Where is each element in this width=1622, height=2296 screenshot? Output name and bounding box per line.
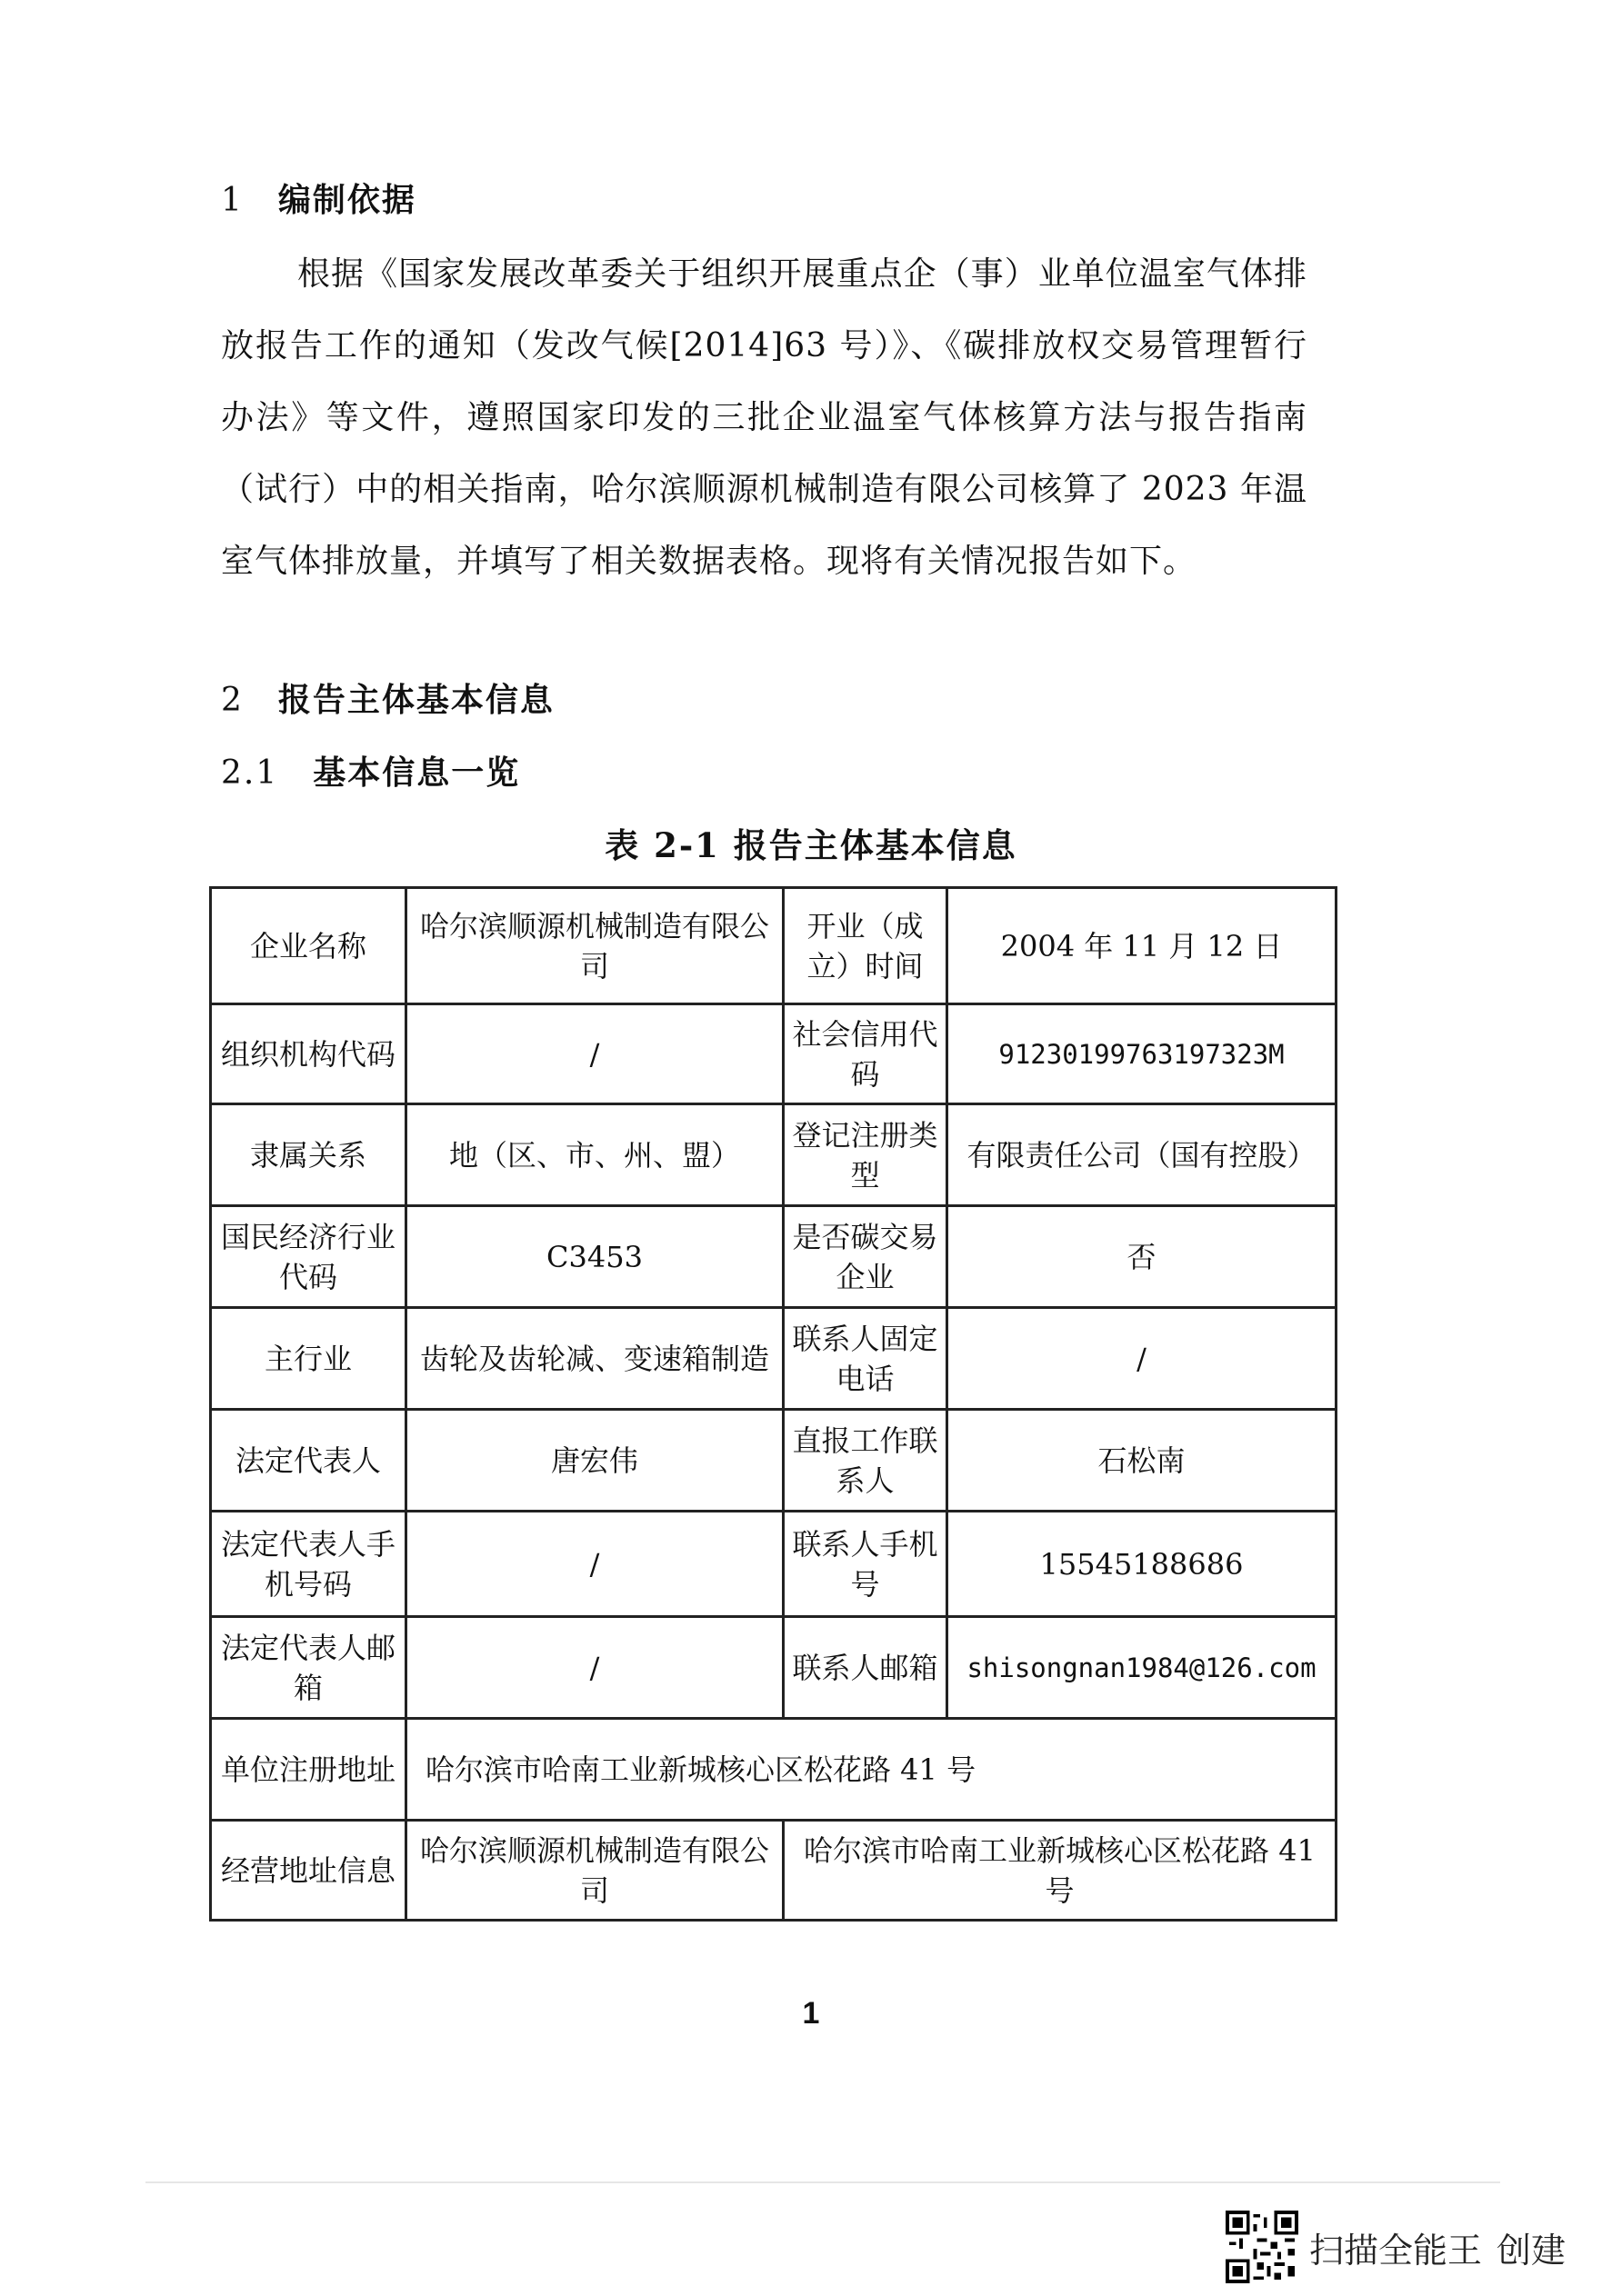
- section-2-1-heading: [221, 747, 520, 794]
- row-value: /: [406, 1512, 784, 1617]
- row-label: 国民经济行业代码: [211, 1206, 406, 1308]
- row-label: 开业（成立）时间: [784, 888, 947, 1004]
- table-row: [211, 1004, 1337, 1104]
- watermark-app-name: 扫描全能王: [1309, 2230, 1483, 2271]
- table-row: [211, 1617, 1337, 1719]
- qr-code-icon: [1226, 2211, 1298, 2283]
- registered-address: 哈尔滨市哈南工业新城核心区松花路 41 号: [406, 1719, 1337, 1821]
- row-value: 有限责任公司（国有控股）: [947, 1104, 1337, 1206]
- row-label: 登记注册类型: [784, 1104, 947, 1206]
- row-value: /: [406, 1004, 784, 1104]
- section-2-heading: [221, 674, 555, 721]
- row-label: 联系人固定电话: [784, 1308, 947, 1410]
- row-value: shisongnan1984@126.com: [947, 1617, 1337, 1719]
- row-value: /: [406, 1617, 784, 1719]
- table-caption: 表 2-1 报告主体基本信息: [605, 825, 1017, 865]
- row-label: 主行业: [211, 1308, 406, 1410]
- row-label: 企业名称: [211, 888, 406, 1004]
- table-row: [211, 1206, 1337, 1308]
- row-label: 是否碳交易企业: [784, 1206, 947, 1308]
- row-value: 2004 年 11 月 12 日: [947, 888, 1337, 1004]
- scanner-watermark: [1226, 2209, 1566, 2285]
- row-label: 社会信用代码: [784, 1004, 947, 1104]
- table-row: [211, 1719, 1337, 1821]
- row-label: 组织机构代码: [211, 1004, 406, 1104]
- row-value: 唐宏伟: [406, 1410, 784, 1512]
- row-value: 哈尔滨顺源机械制造有限公司: [406, 1821, 784, 1921]
- row-value: /: [947, 1308, 1337, 1410]
- row-value: 否: [947, 1206, 1337, 1308]
- section-number: 2.1: [221, 754, 279, 792]
- row-label: 联系人手机号: [784, 1512, 947, 1617]
- row-label: 联系人邮箱: [784, 1617, 947, 1719]
- table-row: [211, 1410, 1337, 1512]
- footer-divider: [145, 2181, 1500, 2183]
- row-value: 地（区、市、州、盟）: [406, 1104, 784, 1206]
- section-title: 基本信息一览: [313, 754, 521, 792]
- row-label: 单位注册地址: [211, 1719, 406, 1821]
- section-number: 2: [221, 682, 244, 719]
- basic-info-table: [209, 886, 1337, 1922]
- table-row: [211, 1512, 1337, 1617]
- row-value: 石松南: [947, 1410, 1337, 1512]
- row-label: 直报工作联系人: [784, 1410, 947, 1512]
- page-number: 1: [802, 1996, 820, 2031]
- section-title: 报告主体基本信息: [277, 681, 555, 719]
- row-value: 15545188686: [947, 1512, 1337, 1617]
- table-row: [211, 1104, 1337, 1206]
- business-address: 哈尔滨市哈南工业新城核心区松花路 41 号: [784, 1821, 1337, 1921]
- row-label: 经营地址信息: [211, 1821, 406, 1921]
- row-label: 法定代表人邮箱: [211, 1617, 406, 1719]
- table-row: [211, 1308, 1337, 1410]
- table-row: [211, 888, 1337, 1004]
- watermark-action: 创建: [1497, 2230, 1567, 2271]
- section-number: 1: [221, 182, 244, 219]
- row-label: 法定代表人: [211, 1410, 406, 1512]
- section-1-paragraph: 根据《国家发展改革委关于组织开展重点企（事）业单位温室气体排放报告工作的通知（发改气候[2014]63 号）》、《碳排放权交易管理暂行办法》等文件，遵照国家印发的三批企业温室气体核算方法与报告指南（试行）中的相关指南，哈尔滨顺源机械制造有限公司核算了 2023 年温室气体排放量，并填写了相关数据表格。现将有关情况报告如下。: [221, 255, 1307, 580]
- section-title: 编制依据: [277, 181, 416, 219]
- row-label: 隶属关系: [211, 1104, 406, 1206]
- row-value: 齿轮及齿轮减、变速箱制造: [406, 1308, 784, 1410]
- row-value: 91230199763197323M: [947, 1004, 1337, 1104]
- table-row: [211, 1821, 1337, 1921]
- row-value: 哈尔滨顺源机械制造有限公司: [406, 888, 784, 1004]
- section-1-heading: [221, 175, 416, 221]
- row-value: C3453: [406, 1206, 784, 1308]
- row-label: 法定代表人手机号码: [211, 1512, 406, 1617]
